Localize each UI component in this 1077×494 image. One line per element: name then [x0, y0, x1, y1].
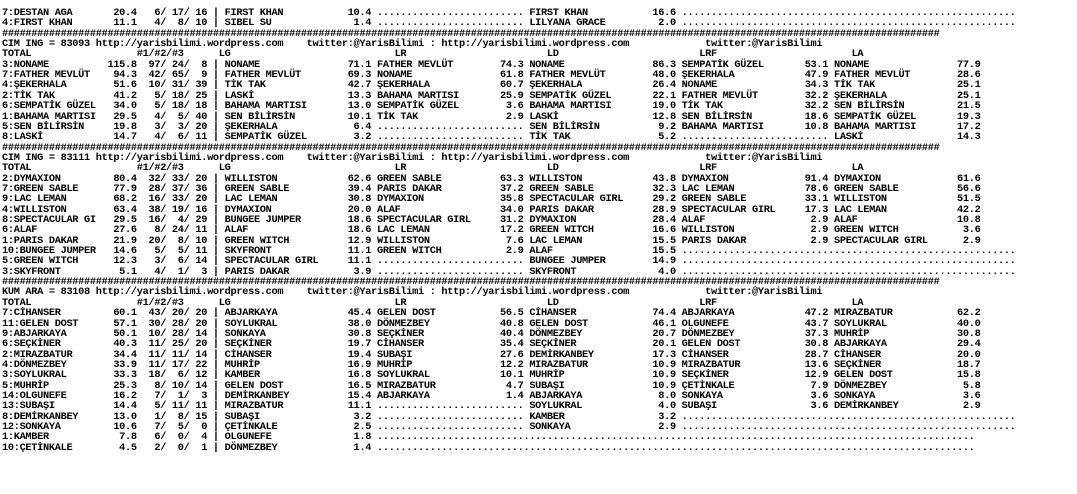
- result-row: 13:SUBAŞI 14.4 5/ 11/ 11 | MIRAZBATUR 11.1 ......................... SOYLUKRAL 4.0 SUBAŞI 3.6 DEMİRKANBEY 2.9: [2, 400, 981, 413]
- result-row: 4:ŞEKERHALA 51.6 10/ 31/ 39 | TİK TAK 42.7 ŞEKERHALA 60.7 ŞEKERHALA 26.4 NONAME 34.3 TİK TAK 25.1: [2, 79, 981, 92]
- result-row: 5:GREEN WITCH 12.3 3/ 6/ 14 | SPECTACULAR GIRL 11.1 ......................... BUNGEE JUMPER 14.9 .........................................................: [2, 255, 1016, 268]
- result-row: 8:DEMİRKANBEY 13.0 1/ 8/ 15 | SUBAŞI 3.2 ......................... KAMBER 3.2 .........................................................: [2, 410, 1016, 423]
- results-sheet: [2, 0, 1075, 494]
- result-row: 3:NONAME 115.8 97/ 24/ 8 | NONAME 71.1 FATHER MEVLÜT 74.3 NONAME 86.3 SEMPATİK GÜZEL 53.1 NONAME 77.9: [2, 58, 981, 71]
- result-row: 1:BAHAMA MARTISI 29.5 4/ 5/ 40 | SEN BİLİRSİN 10.1 TİK TAK 2.9 LASKİ 12.8 SEN BİLİRSİN 18.6 SEMPATİK GÜZEL 19.3: [2, 110, 981, 123]
- result-row: 2:DYMAXION 80.4 32/ 33/ 20 | WILLISTON 62.6 GREEN SABLE 63.3 WILLISTON 43.8 DYMAXION 91.4 DYMAXION 61.6: [2, 172, 981, 185]
- result-row: 1:PARIS DAKAR 21.9 20/ 8/ 10 | GREEN WITCH 12.9 WILLISTON 7.6 LAC LEMAN 15.5 PARIS DAKAR 2.9 SPECTACULAR GIRL 2.9: [2, 234, 981, 247]
- race-header-line: CIM ING = 83111 http://yarisbilimi.wordpress.com twitter:@YarisBilimi : http://yarisbilimi.wordpress.com twitter:@YarisBilimi: [2, 151, 823, 164]
- result-row: 7:DESTAN AGA 20.4 6/ 17/ 16 | FIRST KHAN 10.4 ......................... FIRST KHAN 16.6 .........................................................: [2, 7, 1016, 19]
- result-row: 1:KAMBER 7.8 6/ 0/ 4 | OLGUNEFE 1.8 ......................................................................................................: [2, 431, 975, 444]
- result-row: 12:SONKAYA 10.6 7/ 5/ 0 | ÇETİNKALE 2.5 ......................... SONKAYA 2.9 .........................................................: [2, 421, 1016, 433]
- column-header-line: TOTAL #1/#2/#3 LG LR LD LRF LA: [2, 48, 864, 61]
- result-row: 7:FATHER MEVLÜT 94.3 42/ 65/ 9 | FATHER MEVLÜT 69.3 NONAME 61.8 FATHER MEVLÜT 48.0 ŞEKERHALA 47.9 FATHER MEVLÜT 28.6: [2, 69, 981, 82]
- result-row: 6:SEÇKİNER 40.3 11/ 25/ 20 | SEÇKİNER 19.7 CİHANSER 35.4 SEÇKİNER 20.1 GELEN DOST 30.8 ABJARKAYA 29.4: [2, 338, 981, 351]
- column-header-line: TOTAL #1/#2/#3 LG LR LD LRF LA: [2, 296, 864, 309]
- result-row: 4:FIRST KHAN 11.1 4/ 8/ 10 | SIBEL SU 1.4 ......................... LILYANA GRACE 2.0 .........................................................: [2, 17, 1016, 30]
- separator-line: ################################################################################################################################################################: [2, 276, 940, 289]
- result-row: 3:SOYLUKRAL 33.3 18/ 6/ 12 | KAMBER 16.8 SOYLUKRAL 10.1 MUHRİP 10.9 SEÇKİNER 12.9 GELEN DOST 15.8: [2, 369, 981, 382]
- result-row: 11:GELEN DOST 57.1 30/ 28/ 20 | SOYLUKRAL 38.0 DÖNMEZBEY 40.8 GELEN DOST 46.1 OLGUNEFE 43.7 SOYLUKRAL 40.0: [2, 317, 981, 330]
- result-row: 6:SEMPATİK GÜZEL 34.0 5/ 18/ 18 | BAHAMA MARTISI 13.0 SEMPATİK GÜZEL 3.6 BAHAMA MARTISI 19.0 TİK TAK 32.2 SEN BİLİRSİN 21.5: [2, 100, 981, 113]
- result-row: 9:LAC LEMAN 68.2 16/ 33/ 20 | LAC LEMAN 30.8 DYMAXION 35.8 SPECTACULAR GIRL 29.2 GREEN SABLE 33.1 WILLISTON 51.5: [2, 193, 981, 206]
- result-row: 10:ÇETİNKALE 4.5 2/ 0/ 1 | DÖNMEZBEY 1.4 ......................................................................................................: [2, 441, 975, 454]
- result-row: 10:BUNGEE JUMPER 14.6 5/ 5/ 11 | SKYFRONT 11.1 GREEN WITCH 2.9 ALAF 15.5 .........................................................: [2, 245, 1016, 258]
- separator-line: ################################################################################################################################################################: [2, 141, 940, 154]
- result-row: 8:LASKİ 14.7 4/ 6/ 11 | SEMPATİK GÜZEL 3.2 ......................... TİK TAK 5.2 ......................... LASKİ 14.3: [2, 131, 981, 144]
- result-row: 4:WILLISTON 63.4 38/ 19/ 16 | DYMAXION 20.0 ALAF 34.0 PARIS DAKAR 28.9 SPECTACULAR GIRL 17.3 LAC LEMAN 42.2: [2, 203, 981, 216]
- result-row: 3:SKYFRONT 5.1 4/ 1/ 3 | PARIS DAKAR 3.9 ......................... SKYFRONT 4.0 .........................................................: [2, 265, 1016, 278]
- result-row: 7:GREEN SABLE 77.9 28/ 37/ 36 | GREEN SABLE 39.4 PARIS DAKAR 37.2 GREEN SABLE 32.3 LAC LEMAN 78.6 GREEN SABLE 56.6: [2, 182, 981, 195]
- result-row: 8:SPECTACULAR GI 29.5 16/ 4/ 29 | BUNGEE JUMPER 18.6 SPECTACULAR GIRL 31.2 DYMAXION 28.4 ALAF 2.9 ALAF 10.8: [2, 214, 981, 226]
- separator-line: ################################################################################################################################################################: [2, 27, 940, 40]
- result-row: 2:MIRAZBATUR 34.4 11/ 11/ 14 | CİHANSER 19.4 SUBAŞI 27.6 DEMİRKANBEY 17.3 CİHANSER 28.7 CİHANSER 20.0: [2, 348, 981, 361]
- race-header-line: CIM ING = 83093 http://yarisbilimi.wordpress.com twitter:@YarisBilimi : http://yarisbilimi.wordpress.com twitter:@YarisBilimi: [2, 38, 823, 51]
- result-row: 5:SEN BİLİRSİN 19.8 3/ 3/ 20 | ŞEKERHALA 6.4 ......................... SEN BİLİRSİN 9.2 BAHAMA MARTISI 10.8 BAHAMA MARTISI 17.2: [2, 120, 981, 133]
- column-header-line: TOTAL #1/#2/#3 LG LR LD LRF LA: [2, 162, 864, 175]
- result-row: 6:ALAF 27.6 8/ 24/ 11 | ALAF 18.6 LAC LEMAN 17.2 GREEN WITCH 16.6 WILLISTON 2.9 GREEN WITCH 3.6: [2, 224, 981, 237]
- result-row: 2:TİK TAK 41.2 5/ 18/ 25 | LASKİ 13.3 BAHAMA MARTISI 25.9 SEMPATİK GÜZEL 22.1 FATHER MEVLÜT 32.2 ŞEKERHALA 25.1: [2, 89, 981, 102]
- result-row: 14:OLGUNEFE 16.2 7/ 1/ 3 | DEMİRKANBEY 15.4 ABJARKAYA 1.4 ABJARKAYA 8.0 SONKAYA 3.6 SONKAYA 3.6: [2, 389, 981, 402]
- result-row: 7:CİHANSER 60.1 43/ 20/ 20 | ABJARKAYA 45.4 GELEN DOST 56.5 CİHANSER 74.4 ABJARKAYA 47.2 MIRAZBATUR 62.2: [2, 307, 981, 320]
- result-row: 5:MUHRİP 25.3 8/ 10/ 14 | GELEN DOST 16.5 MIRAZBATUR 4.7 SUBAŞI 10.9 ÇETİNKALE 7.9 DÖNMEZBEY 5.8: [2, 379, 981, 392]
- race-header-line: KUM ARA = 83108 http://yarisbilimi.wordpress.com twitter:@YarisBilimi : http://yarisbilimi.wordpress.com twitter:@YarisBilimi: [2, 286, 823, 299]
- result-row: 4:DÖNMEZBEY 33.9 11/ 17/ 22 | MUHRİP 16.9 MUHRİP 12.2 MIRAZBATUR 10.9 MIRAZBATUR 13.6 SEÇKİNER 18.7: [2, 358, 981, 371]
- result-row: 9:ABJARKAYA 50.1 10/ 28/ 14 | SONKAYA 30.8 SEÇKİNER 40.4 DÖNMEZBEY 20.7 DÖNMEZBEY 37.3 MUHRİP 30.8: [2, 327, 981, 340]
